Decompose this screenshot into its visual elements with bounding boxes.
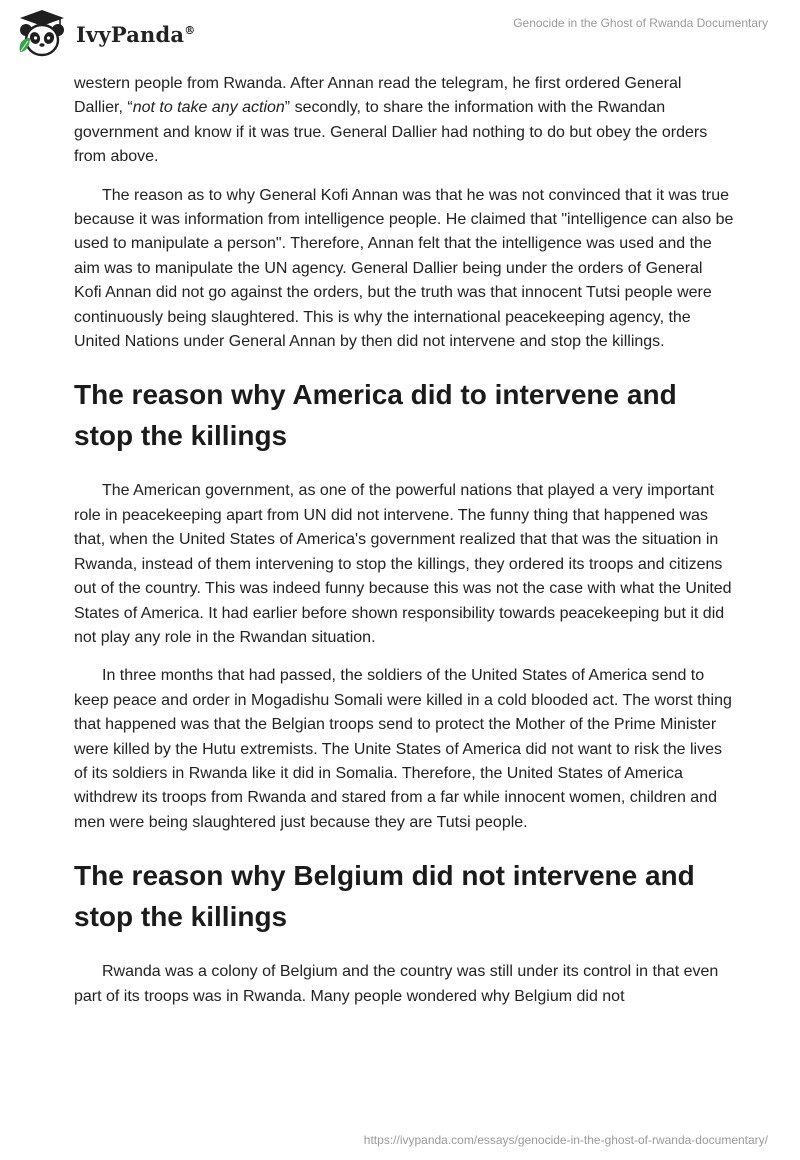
- paragraph-1: western people from Rwanda. After Annan read the telegram, he first ordered General Dallier, “not to take any action” secondly, to share the information with the Rwandan government and know if it was true. General Dallier had nothing to do but obey the orders from above.: [74, 75, 708, 166]
- section-heading-america: The reason why America did to intervene and stop the killings: [74, 379, 677, 452]
- source-url-link[interactable]: https://ivypanda.com/essays/genocide-in-the-ghost-of-rwanda-documentary/: [363, 1133, 768, 1147]
- paragraph-4: In three months that had passed, the soldiers of the United States of America send to keep peace and order in Mogadishu Somali were killed in a cold blooded act. The worst thing that happened was that the Belgian troops send to protect the Mother of the Prime Minister were killed by the Hutu extremists. The Unite States of America did not want to risk the lives of its soldiers in Rwanda like it did in Somalia. Therefore, the United States of America withdrew its troops from Rwanda and stared from a far while innocent women, children and men were being slaughtered just because they are Tutsi people.: [74, 667, 732, 831]
- paragraph-2: The reason as to why General Kofi Annan was that he was not convinced that it was true because it was information from intelligence people. He claimed that "intelligence can also be used to manipulate a person". Therefore, Annan felt that the intelligence was used and the aim was to manipulate the UN agency. General Dallier being under the orders of General Kofi Annan did not go against the orders, but the truth was that innocent Tutsi people were continuously being slaughtered. This is why the international peacekeeping agency, the United Nations under General Annan by then did not intervene and stop the killings.: [74, 186, 734, 351]
- page-header: [0, 0, 800, 70]
- paragraph-3: The American government, as one of the powerful nations that played a very important role in peacekeeping apart from UN did not intervene. The funny thing that happened was that, when the United States of America's government realized that that was the situation in Rwanda, instead of them intervening to stop the killings, they ordered its troops and citizens out of the country. This was indeed funny because this was not the case with what the United States of America. It had earlier before shown responsibility towards peacekeeping but it did not play any role in the Rwandan situation.: [74, 482, 732, 646]
- document-title: Genocide in the Ghost of Rwanda Documentary: [513, 16, 768, 30]
- essay-content: [74, 72, 734, 1023]
- ivypanda-logo[interactable]: [16, 8, 195, 60]
- section-heading-belgium: The reason why Belgium did not intervene and stop the killings: [74, 860, 695, 933]
- panda-graduate-icon: [16, 8, 68, 60]
- brand-name: IvyPanda®: [76, 21, 196, 47]
- paragraph-5: Rwanda was a colony of Belgium and the country was still under its control in that even part of its troops was in Rwanda. Many people wondered why Belgium did not: [74, 963, 719, 1005]
